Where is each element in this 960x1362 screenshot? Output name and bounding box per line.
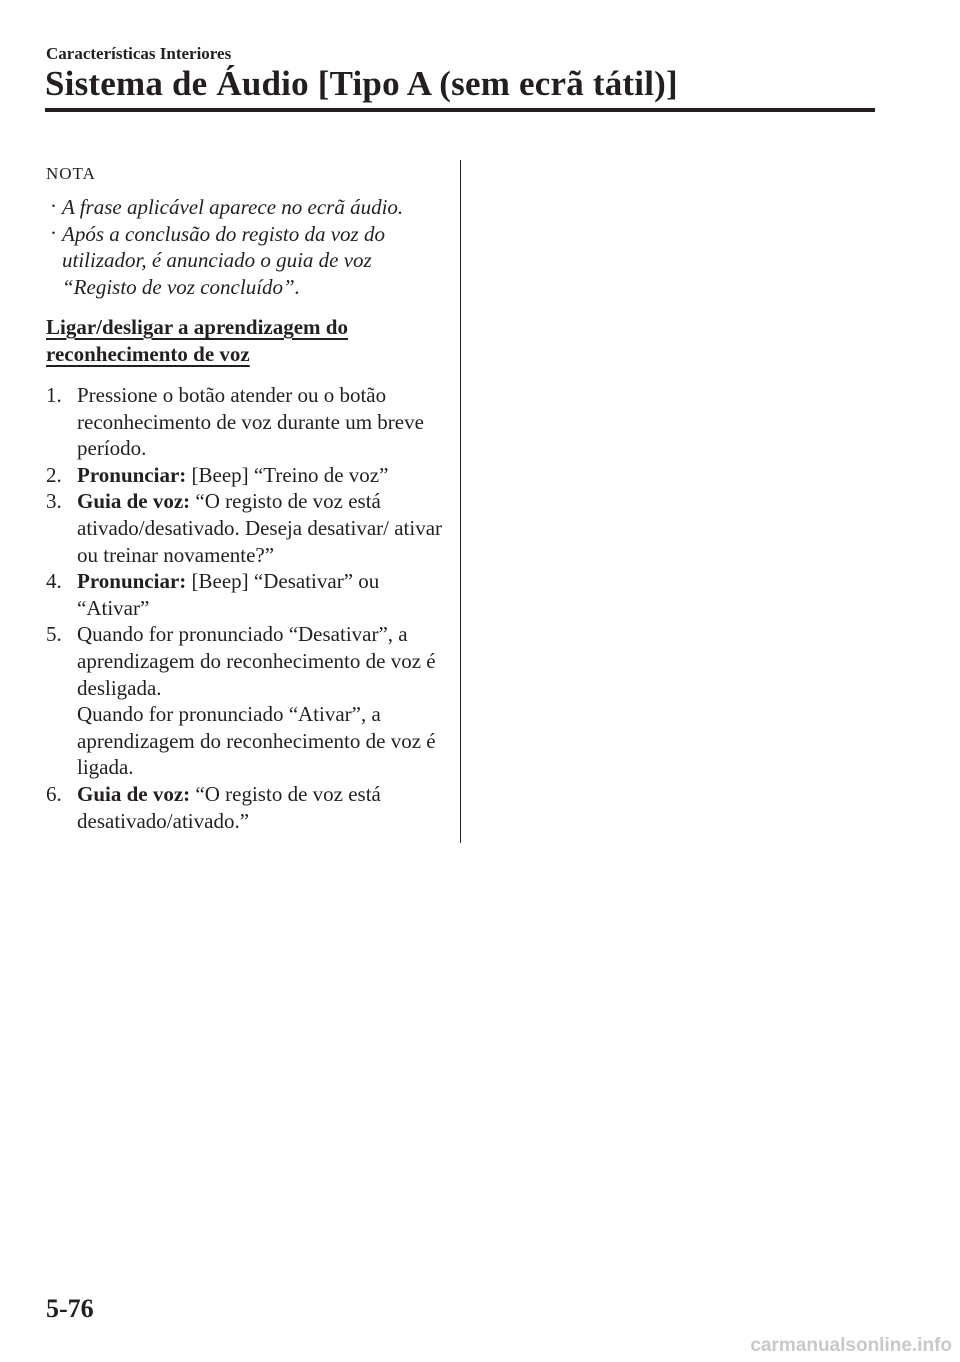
bullet-dot: · xyxy=(50,194,57,218)
step-number: 6. xyxy=(46,781,62,806)
step-label: Pronunciar: xyxy=(77,569,187,594)
section-heading xyxy=(46,314,446,368)
step-item xyxy=(46,621,446,781)
watermark-text: carmanualsonline.info xyxy=(750,1335,952,1356)
note-item-text: Após a conclusão do registo da voz do utilizador, é anunciado o guia de voz “Registo de voz concluído”. xyxy=(62,221,385,299)
section-heading-line-1: Ligar/desligar a aprendizagem do xyxy=(46,315,348,339)
steps-list xyxy=(46,382,446,834)
step-number: 1. xyxy=(46,383,62,407)
step-text: “O registo de voz está ativado/desativado. Deseja desativar/ ativar ou treinar novamente?” xyxy=(77,489,443,567)
step-text: Quando for pronunciado “Desativar”, a aprendizagem do reconhecimento de voz é desligada. xyxy=(77,622,436,700)
step-item xyxy=(46,568,446,621)
note-item xyxy=(46,221,446,301)
step-text: [Beep] “Desativar” ou “Ativar” xyxy=(77,569,380,620)
column-divider xyxy=(460,160,461,843)
step-text: “O registo de voz está desativado/ativado.” xyxy=(77,781,381,833)
step-text-continued: Quando for pronunciado “Ativar”, a aprendizagem do reconhecimento de voz é ligada. xyxy=(77,702,436,780)
step-item xyxy=(46,462,446,489)
step-item xyxy=(46,382,446,462)
note-heading: NOTA xyxy=(46,164,96,183)
step-number: 2. xyxy=(46,462,62,487)
step-label: Guia de voz: xyxy=(77,781,191,806)
step-label: Pronunciar: xyxy=(77,462,187,487)
step-text: [Beep] “Treino de voz” xyxy=(191,462,389,487)
bullet-dot: · xyxy=(50,220,57,245)
note-item-text: A frase aplicável aparece no ecrã áudio. xyxy=(62,195,404,219)
section-heading-line-2: reconhecimento de voz xyxy=(46,342,250,366)
note-item xyxy=(46,194,446,221)
chapter-title: Sistema de Áudio [Tipo A (sem ecrã tátil)] xyxy=(45,64,678,103)
step-item xyxy=(46,488,446,568)
page-number: 5-76 xyxy=(46,1294,94,1323)
step-number: 4. xyxy=(46,569,62,594)
step-label: Guia de voz: xyxy=(77,489,191,514)
header-rule xyxy=(45,108,875,112)
chapter-category: Características Interiores xyxy=(46,44,232,63)
step-item xyxy=(46,781,446,834)
step-number: 5. xyxy=(46,622,62,647)
step-number: 3. xyxy=(46,489,62,514)
step-text: Pressione o botão atender ou o botão reconhecimento de voz durante um breve período. xyxy=(77,383,424,461)
left-column xyxy=(46,160,446,834)
